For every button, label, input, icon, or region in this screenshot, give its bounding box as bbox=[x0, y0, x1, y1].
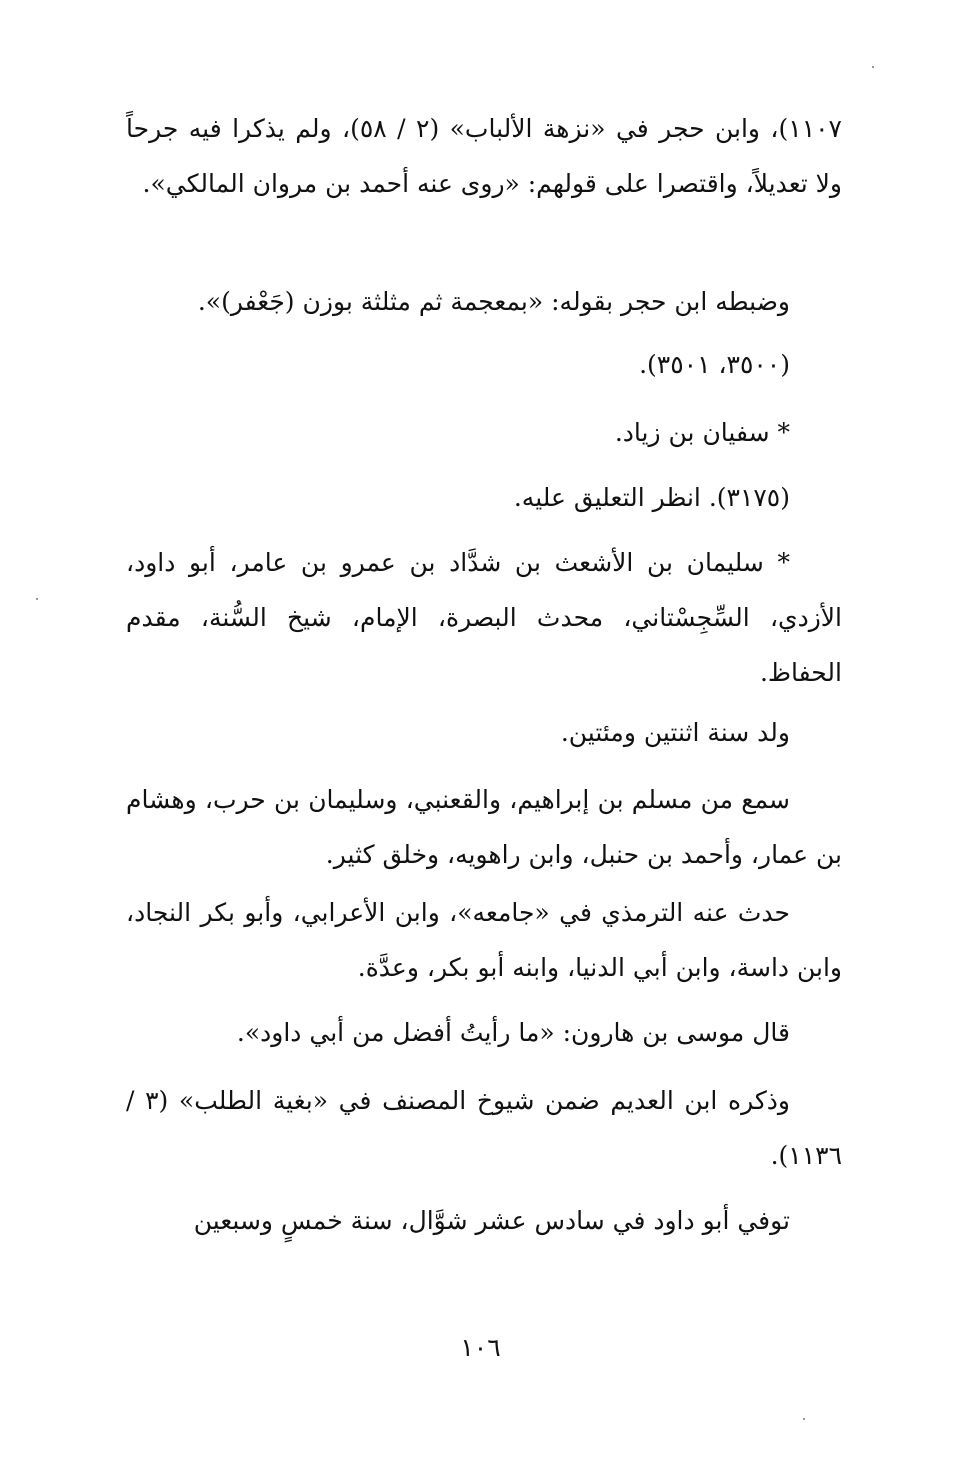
paragraph-entry-sufyan: * سفيان بن زياد. bbox=[614, 418, 790, 447]
paragraph-students: حدث عنه الترمذي في «جامعه»، وابن الأعرابي، وأبو بكر النجاد، وابن داسة، وابن أبي الدنيا، وابنه أبو بكر، وعدَّة. bbox=[126, 898, 842, 982]
scan-speck bbox=[803, 1418, 805, 1420]
paragraph-teachers: سمع من مسلم بن إبراهيم، والقعنبي، وسليمان بن حرب، وهشام بن عمار، وأحمد بن حنبل، وابن راهويه، وخلق كثير. bbox=[126, 785, 842, 869]
paragraph-birth: ولد سنة اثنتين ومئتين. bbox=[560, 718, 790, 747]
paragraph-continuation: ١١٠٧)، وابن حجر في «نزهة الألباب» (٢ / ٥٨)، ولم يذكرا فيه جرحاً ولا تعديلاً، واقتصرا على قولهم: «روى عنه أحمد بن مروان المالكي». bbox=[126, 114, 842, 198]
paragraph-reference-numbers: (٣٥٠٠، ٣٥٠١). bbox=[639, 350, 790, 379]
scan-speck bbox=[36, 598, 38, 600]
page-number: ١٠٦ bbox=[460, 1333, 501, 1362]
paragraph-ibn-aladim: وذكره ابن العديم ضمن شيوخ المصنف في «بغية الطلب» (٣ / ١١٣٦). bbox=[126, 1086, 842, 1170]
paragraph-quote: قال موسى بن هارون: «ما رأيتُ أفضل من أبي داود». bbox=[236, 1018, 790, 1047]
paragraph-death: توفي أبو داود في سادس عشر شوَّال، سنة خمسٍ وسبعين bbox=[193, 1206, 790, 1235]
paragraph-see-note: (٣١٧٥). انظر التعليق عليه. bbox=[513, 483, 790, 512]
paragraph-entry-sulayman: * سليمان بن الأشعث بن شدَّاد بن عمرو بن عامر، أبو داود، الأزدي، السِّجِسْتاني، محدث البصرة، الإمام، شيخ السُّنة، مقدم الحفاظ. bbox=[126, 548, 842, 687]
scan-speck bbox=[872, 66, 874, 68]
paragraph-ibn-hajar-note: وضبطه ابن حجر بقوله: «بمعجمة ثم مثلثة بوزن (جَعْفر)». bbox=[197, 287, 790, 316]
